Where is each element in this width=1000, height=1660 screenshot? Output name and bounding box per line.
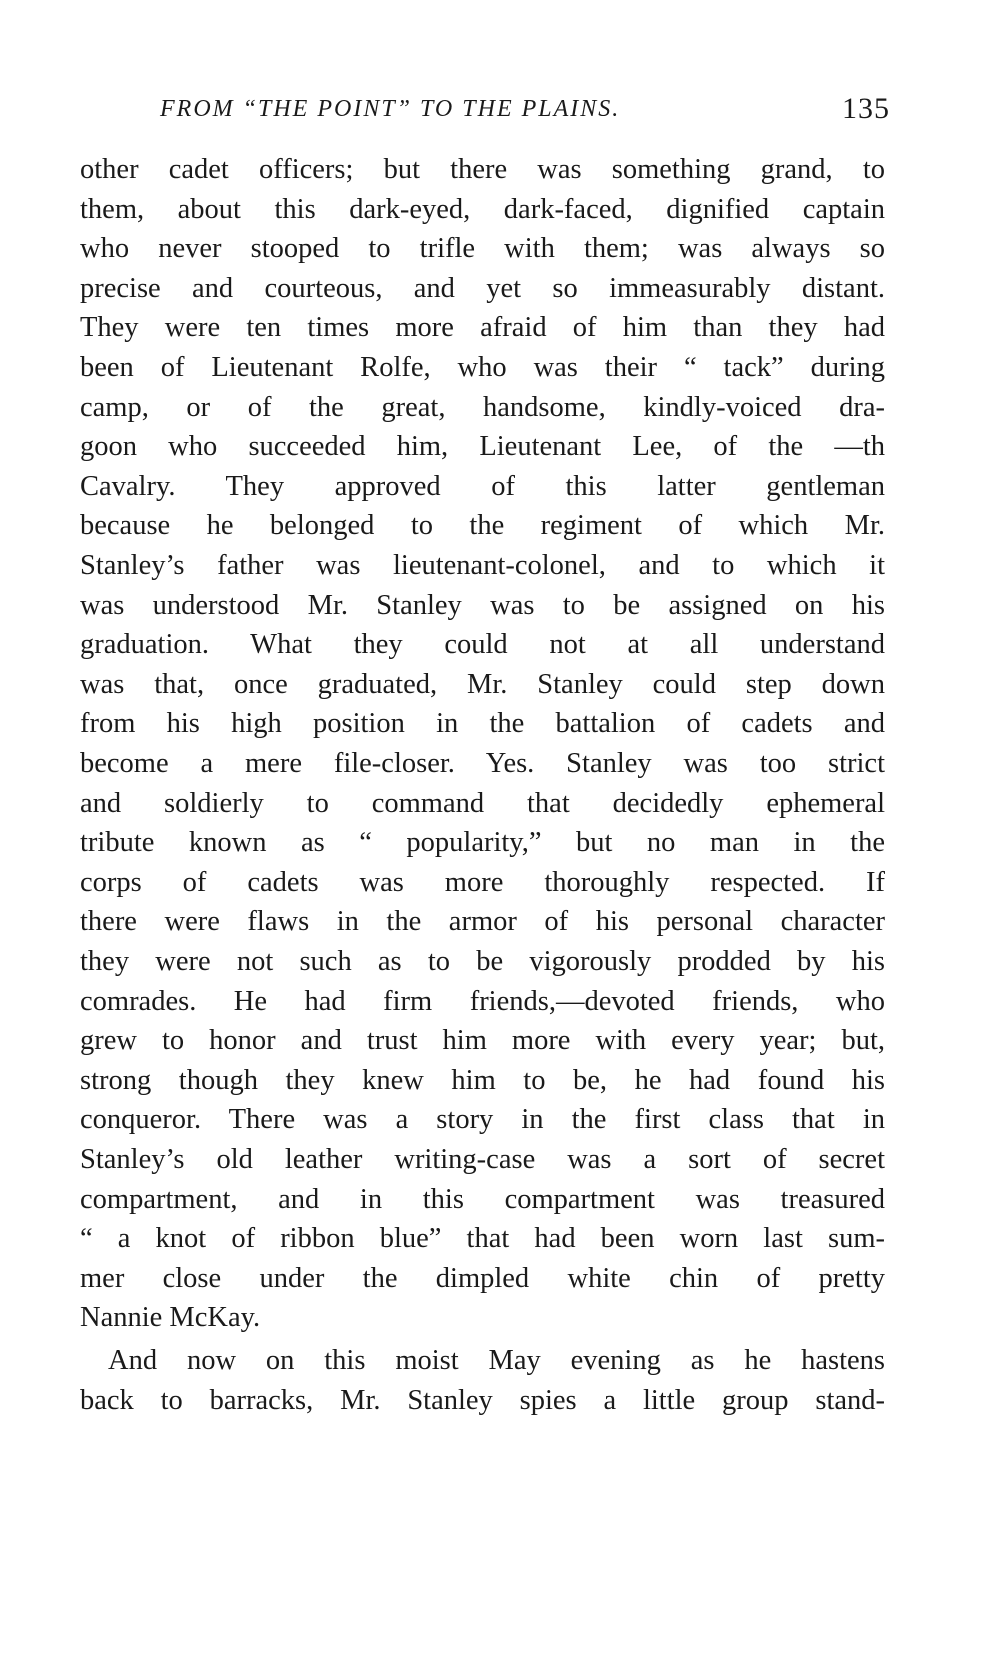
text-line: because he belonged to the regiment of which Mr. <box>80 510 885 542</box>
text-line: and soldierly to command that decidedly ephemeral <box>80 787 885 819</box>
text-line: precise and courteous, and yet so immeasurably distant. <box>80 272 885 304</box>
text-line: back to barracks, Mr. Stanley spies a little group stand- <box>80 1384 885 1416</box>
text-line: they were not such as to be vigorously prodded by his <box>80 946 885 977</box>
text-line: compartment, and in this compartment was treasured <box>80 1183 885 1215</box>
text-line: goon who succeeded him, Lieutenant Lee, of the —th <box>80 431 885 463</box>
text-line: other cadet officers; but there was something grand, to <box>80 154 885 185</box>
text-line: Stanley’s father was lieutenant-colonel, and to which it <box>80 550 885 581</box>
text-line: “ a knot of ribbon blue” that had been worn last sum- <box>80 1223 885 1255</box>
text-line: tribute known as “ popularity,” but no man in the <box>80 827 885 859</box>
text-line: Nannie McKay. <box>80 1302 261 1334</box>
text-line: comrades. He had firm friends,—devoted friends, who <box>80 985 885 1017</box>
text-line: graduation. What they could not at all understand <box>80 629 885 661</box>
running-head <box>80 92 890 132</box>
text-line: And now on this moist May evening as he hastens <box>108 1345 885 1376</box>
text-line: them, about this dark-eyed, dark-faced, dignified captain <box>80 193 885 225</box>
text-line: camp, or of the great, handsome, kindly-voiced dra- <box>80 391 885 423</box>
text-line: who never stooped to trifle with them; was always so <box>80 233 885 265</box>
text-line: been of Lieutenant Rolfe, who was their “ tack” during <box>80 352 885 383</box>
text-line: conqueror. There was a story in the first class that in <box>80 1104 885 1136</box>
text-line: strong though they knew him to be, he had found his <box>80 1064 885 1096</box>
text-line: They were ten times more afraid of him than they had <box>80 312 885 344</box>
text-line: was understood Mr. Stanley was to be assigned on his <box>80 589 885 621</box>
text-line: was that, once graduated, Mr. Stanley could step down <box>80 668 885 700</box>
text-line: grew to honor and trust him more with every year; but, <box>80 1025 885 1057</box>
text-line: Cavalry. They approved of this latter gentleman <box>80 470 885 502</box>
text-line: corps of cadets was more thoroughly respected. If <box>80 866 885 898</box>
text-line: become a mere file-closer. Yes. Stanley was too strict <box>80 748 885 779</box>
text-line: mer close under the dimpled white chin of pretty <box>80 1262 885 1294</box>
running-title: FROM “THE POINT” TO THE PLAINS. <box>160 96 621 122</box>
text-line: there were flaws in the armor of his personal character <box>80 906 885 938</box>
page-number: 135 <box>842 92 890 125</box>
text-line: from his high position in the battalion of cadets and <box>80 708 885 740</box>
text-line: Stanley’s old leather writing-case was a sort of secret <box>80 1144 885 1175</box>
